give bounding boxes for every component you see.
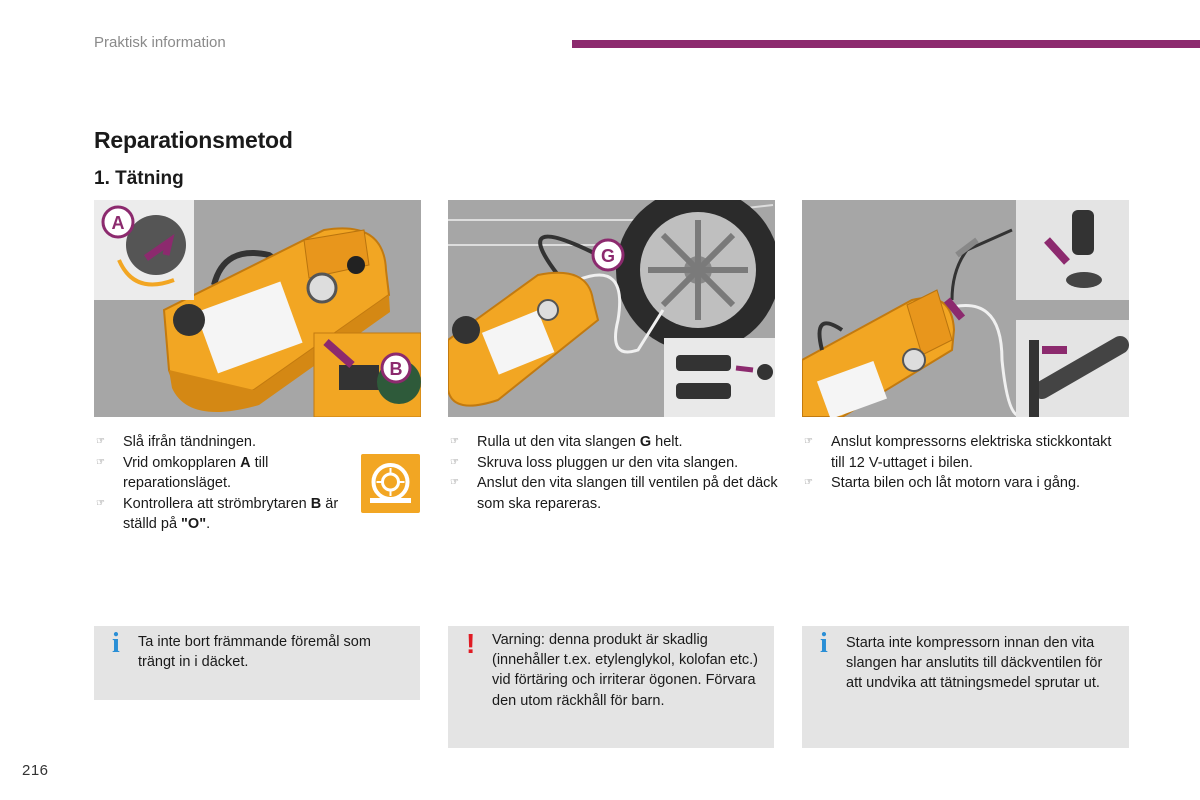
svg-text:B: B: [389, 359, 403, 379]
arrow-bullet-icon: ☞: [450, 456, 459, 468]
list-item: ☞ Anslut den vita slangen till ventilen på det däck som ska repareras.: [450, 475, 778, 512]
info-note: [94, 626, 420, 700]
list-item: ☞ Rulla ut den vita slangen G helt.: [448, 432, 778, 453]
compressor-switch-illustration: [94, 200, 421, 417]
header-accent-bar: [572, 40, 1200, 48]
steps-column-2: [448, 432, 778, 514]
arrow-bullet-icon: ☞: [96, 497, 105, 509]
arrow-bullet-icon: ☞: [450, 436, 459, 447]
page-title: Reparationsmetod: [94, 127, 293, 153]
warning-icon: !: [466, 628, 476, 659]
steps-column-1: [94, 432, 356, 535]
tyre-repair-icon: [361, 454, 420, 513]
steps-column-3: [802, 432, 1122, 494]
arrow-bullet-icon: ☞: [450, 477, 459, 488]
note-text: Starta inte kompressorn innan den vita slangen har anslutits till däckventilen för att undvika att tätningsmedel sprutar ut.: [846, 635, 1103, 692]
hose-to-tyre-valve-illustration: [448, 200, 775, 417]
warning-note: [448, 626, 774, 748]
list-item: ☞ Kontrollera att strömbrytaren B är ställd på "O".: [96, 495, 339, 532]
arrow-bullet-icon: ☞: [96, 456, 105, 468]
list-item: ☞ Vrid omkopplaren A till reparationsläget.: [96, 454, 269, 491]
svg-text:A: A: [111, 213, 125, 233]
page-number: 216: [22, 762, 49, 779]
note-text: Varning: denna produkt är skadlig (innehåller t.ex. etylenglykol, kolofan etc.) vid förtäring och irriterar ögonen. Förvara den utom räckhåll för barn.: [492, 632, 758, 709]
list-item: ☞ Skruva loss pluggen ur den vita slangen.: [448, 453, 778, 474]
info-icon: i: [112, 628, 120, 659]
arrow-bullet-icon: ☞: [804, 477, 813, 488]
arrow-bullet-icon: ☞: [804, 436, 813, 447]
info-icon: i: [820, 628, 828, 659]
arrow-bullet-icon: ☞: [96, 436, 105, 447]
svg-text:G: G: [600, 246, 616, 266]
info-note: [802, 626, 1129, 748]
list-item: ☞ Slå ifrån tändningen.: [94, 432, 356, 453]
list-item: ☞ Anslut kompressorns elektriska stickkontakt till 12 V-uttaget i bilen.: [804, 434, 1112, 471]
list-item: ☞ Starta bilen och låt motorn vara i gång.: [802, 473, 1122, 494]
section-subtitle: 1. Tätning: [94, 168, 184, 189]
power-plug-socket-illustration: [802, 200, 1129, 417]
section-header: Praktisk information: [94, 34, 226, 51]
note-text: Ta inte bort främmande föremål som trängt in i däcket.: [138, 634, 371, 671]
